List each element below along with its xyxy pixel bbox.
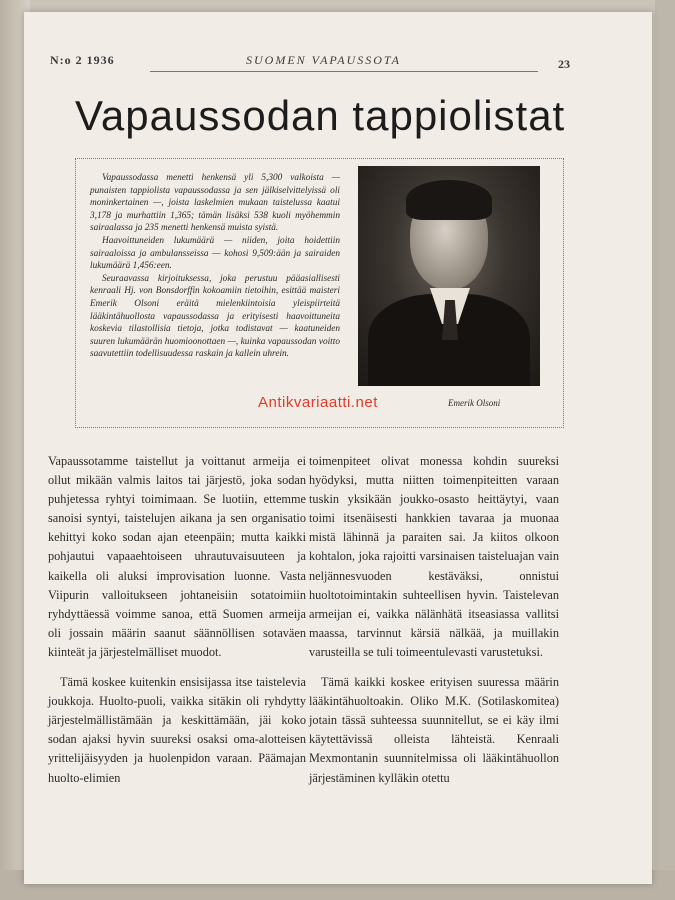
running-header xyxy=(50,53,570,73)
body-paragraph: Tämä kaikki koskee erityisen suuressa määrin lääkintähuoltoakin. Oliko M.K. (Sotilaskomitea) jotain tässä suhteessa suunnitellut, se ei käy ilmi käytettävissä olleista lähteistä. Kenraali Mexmontanin suunnitelmissa oli lääkintähuollon järjestäminen kylläkin otettu xyxy=(309,675,559,785)
body-paragraph: Vapaussotamme taistellut ja voittanut armeija ei ollut mikään valmis laitos tai järjestö, joka sodan puhjetessa ryhtyi toimimaan. Se luotiin, ettemme sanoisi syntyi, taistelujen aikana ja sen organisatio kehittyi koko sodan ajan eteenpäin; mutta kaikki pohjautui vapaaehtoiseen uhrautuvaisuuteen ja kaikella oli aluksi improvisation luonne. Vasta Viipurin valloitukseen johtaneisiin sotatoimiin ryhdyttäessä voimme sanoa, että Suomen armeija oli jossain määrin saanut säännöllisen sotaväen kiinteät ja järjestelmälliset muodot. xyxy=(48,454,306,659)
portrait-hair xyxy=(406,180,492,220)
body-paragraph: Tämä koskee kuitenkin ensisijassa itse taistelevia joukkoja. Huolto-puoli, vaikka sitäkin oli ryhdytty järjestelmällistämään ja keskittämään, jäi koko sodan ajaksi hyvin suureksi osaksi oma-alotteisen yrittelijäisyyden ja huolenpidon varaan. Päämajan huolto-elimien xyxy=(48,675,306,785)
intro-paragraph: Vapaussodassa menetti henkensä yli 5,300 valkoista — punaisten tappiolista vapaussodassa ja sen jälkiselvittelyissä oli moninkertainen —, joista laskelmien mukaan taistelussa kaatui 3,178 ja murhattiin 1,365; tämän lisäksi 538 kuoli myöhemmin sairaalassa ja 235 menetti henkensä muista syistä. xyxy=(90,173,340,234)
intro-paragraph: Seuraavassa kirjoituksessa, joka perustuu pääasiallisesti kenraali Hj. von Bonsdorffin kokoamiin tietoihin, esittää maisteri Emerik Olsoni eräitä mielenkiintoisia yleispiirteitä lääkintähuollosta vapaussodassa ja erityisesti haavoittuneita koskevia tilastollisia tietoja, jotka todistavat — kaatuneiden suuren lukumäärän huomioonottaen —, kuinka vapaussodan voitto saavutettiin todellisuudessa raskain ja kallein uhrein. xyxy=(90,273,340,360)
right-column xyxy=(309,452,559,788)
watermark-text: Antikvariaatti.net xyxy=(258,394,378,411)
journal-name: SUOMEN VAPAUSSOTA xyxy=(246,53,401,67)
issue-number: N:o 2 1936 xyxy=(50,53,115,67)
photo-caption: Emerik Olsoni xyxy=(448,398,501,408)
header-rule xyxy=(150,71,538,72)
article-title: Vapaussodan tappiolistat xyxy=(75,92,566,139)
body-paragraph: toimenpiteet olivat monessa kohdin suureksi hyödyksi, mutta niitten toimenpiteitten varaan tuskin yksikään joukko-osasto heittäytyi, vaan toimi itsenäisesti hankkien tavaraa ja muonaa mistä lähinnä ja paraiten sai. Ja kiitos olkoon kohtalon, joka rajoitti varsinaisen taisteluajan vain neljännesvuoden kestäväksi, onnistui huoltotoimintakin suhteellisen hyvin. Taistelevan armeijan ei, vaikka nälänhätä itseasiassa vallitsi maassa, tarvinnut kärsiä nälkää, ja muillakin varusteilla se tuli toimeentulevasti varustetuksi. xyxy=(309,454,559,659)
intro-text xyxy=(90,172,340,361)
background-right xyxy=(655,0,675,900)
portrait-photo xyxy=(358,166,540,386)
page-number: 23 xyxy=(558,57,570,71)
intro-paragraph: Haavoittuneiden lukumäärä — niiden, joita hoidettiin sairaaloissa ja ambulansseissa — kohosi 9,509:ään ja sairaiden lukumäärä 1,456:een. xyxy=(90,235,340,272)
left-column xyxy=(48,452,306,788)
